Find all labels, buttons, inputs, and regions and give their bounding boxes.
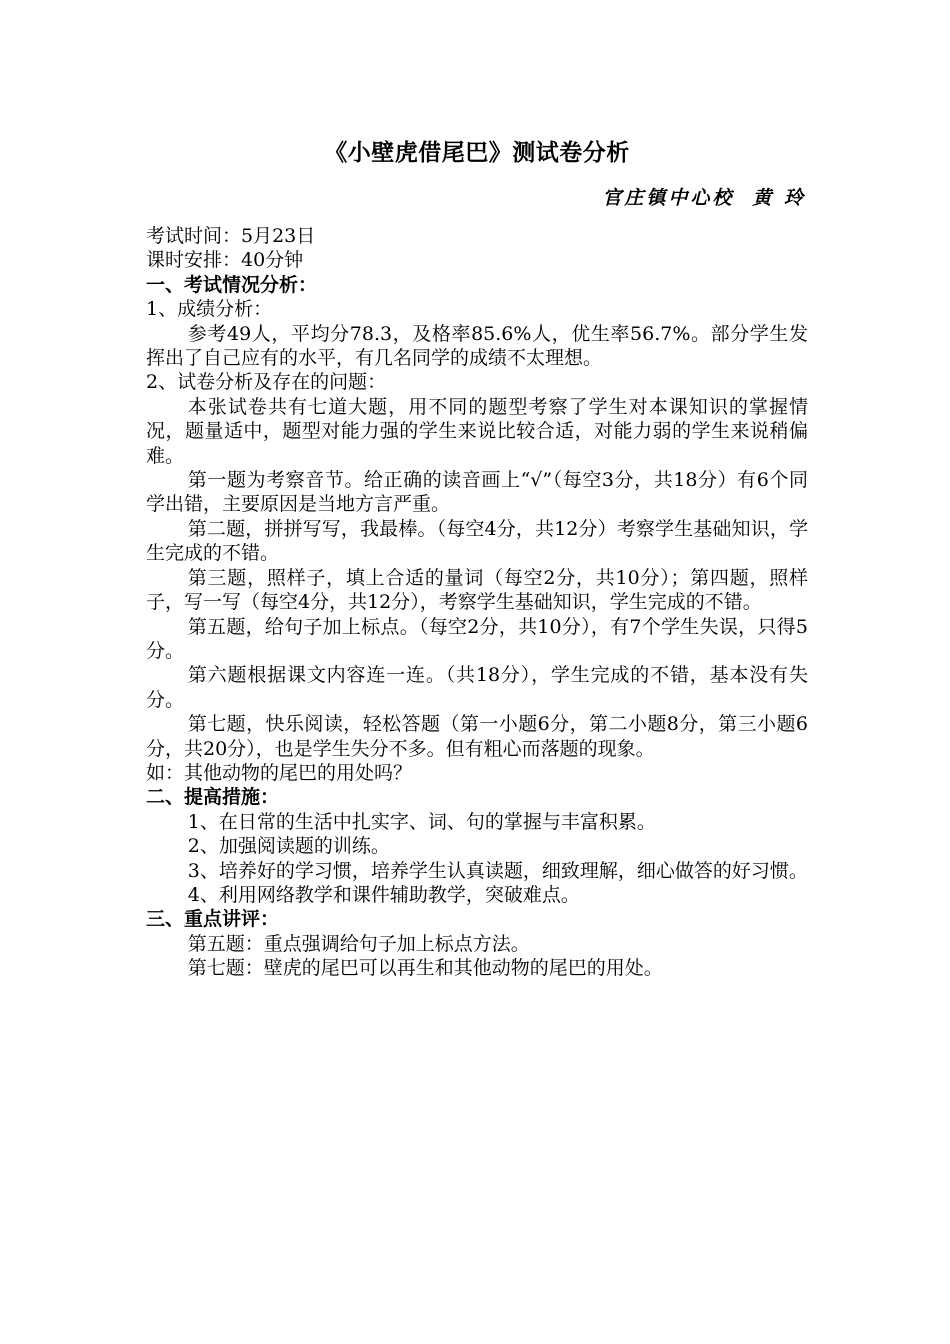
question-7-paragraph: 第七题，快乐阅读，轻松答题（第一小题6分，第二小题8分，第三小题6分，共20分），也是学生失分不多。但有粗心而落题的现象。 [146, 713, 808, 760]
measure-item: 3、培养好的学习惯，培养学生认真读题，细致理解，细心做答的好习惯。 [187, 859, 808, 882]
review-item: 第七题：壁虎的尾巴可以再生和其他动物的尾巴的用处。 [187, 957, 663, 980]
section-heading-analysis: 一、考试情况分析： [146, 273, 318, 296]
question-3-4-paragraph: 第三题，照样子，填上合适的量词（每空2分，共10分）；第四题，照样子，写一写（每空4分，共12分），考察学生基础知识，学生完成的不错。 [146, 566, 808, 614]
example-line: 如：其他动物的尾巴的用处吗？ [146, 761, 413, 784]
question-5-paragraph: 第五题，给句子加上标点。（每空2分，共10分），有7个学生失误，只得5分。 [146, 615, 808, 662]
score-analysis-paragraph: 参考49人，平均分78.3，及格率85.6%人，优生率56.7%。部分学生发挥出了自己应有的水平，有几名同学的成绩不太理想。 [146, 322, 808, 370]
exam-time: 考试时间：5月23日 [146, 225, 316, 247]
document-title: 《小壁虎借尾巴》测试卷分析 [324, 140, 630, 166]
document-page [146, 0, 808, 981]
review-item: 第五题：重点强调给句子加上标点方法。 [187, 932, 530, 955]
class-time: 课时安排：40分钟 [146, 249, 304, 272]
section-heading-measures: 二、提高措施： [146, 786, 280, 809]
author-line [146, 184, 808, 212]
measure-item: 2、加强阅读题的训练。 [187, 835, 390, 858]
question-1-paragraph: 第一题为考察音节。给正确的读音画上“√”（每空3分，共18分）有6个同学出错，主要原因是当地方言严重。 [146, 469, 808, 516]
document-body [146, 224, 808, 981]
author-name: 黄 玲 [752, 187, 806, 209]
question-2-paragraph: 第二题，拼拼写写，我最棒。（每空4分，共12分）考察学生基础知识，学生完成的不错。 [146, 517, 808, 565]
subheading-score-analysis: 1、成绩分析： [146, 298, 273, 321]
measure-item: 1、在日常的生活中扎实字、词、句的掌握与丰富积累。 [187, 810, 656, 833]
question-6-paragraph: 第六题根据课文内容连一连。（共18分），学生完成的不错，基本没有失分。 [146, 664, 808, 711]
author-school: 官庄镇中心校 [602, 187, 735, 209]
section-heading-review: 三、重点讲评： [146, 908, 280, 931]
paper-analysis-paragraph: 本张试卷共有七道大题，用不同的题型考察了学生对本课知识的掌握情况，题量适中，题型对能力强的学生来说比较合适，对能力弱的学生来说稍偏难。 [146, 395, 808, 467]
measure-item: 4、利用网络教学和课件辅助教学，突破难点。 [187, 883, 580, 906]
subheading-paper-analysis: 2、试卷分析及存在的问题： [146, 371, 387, 394]
